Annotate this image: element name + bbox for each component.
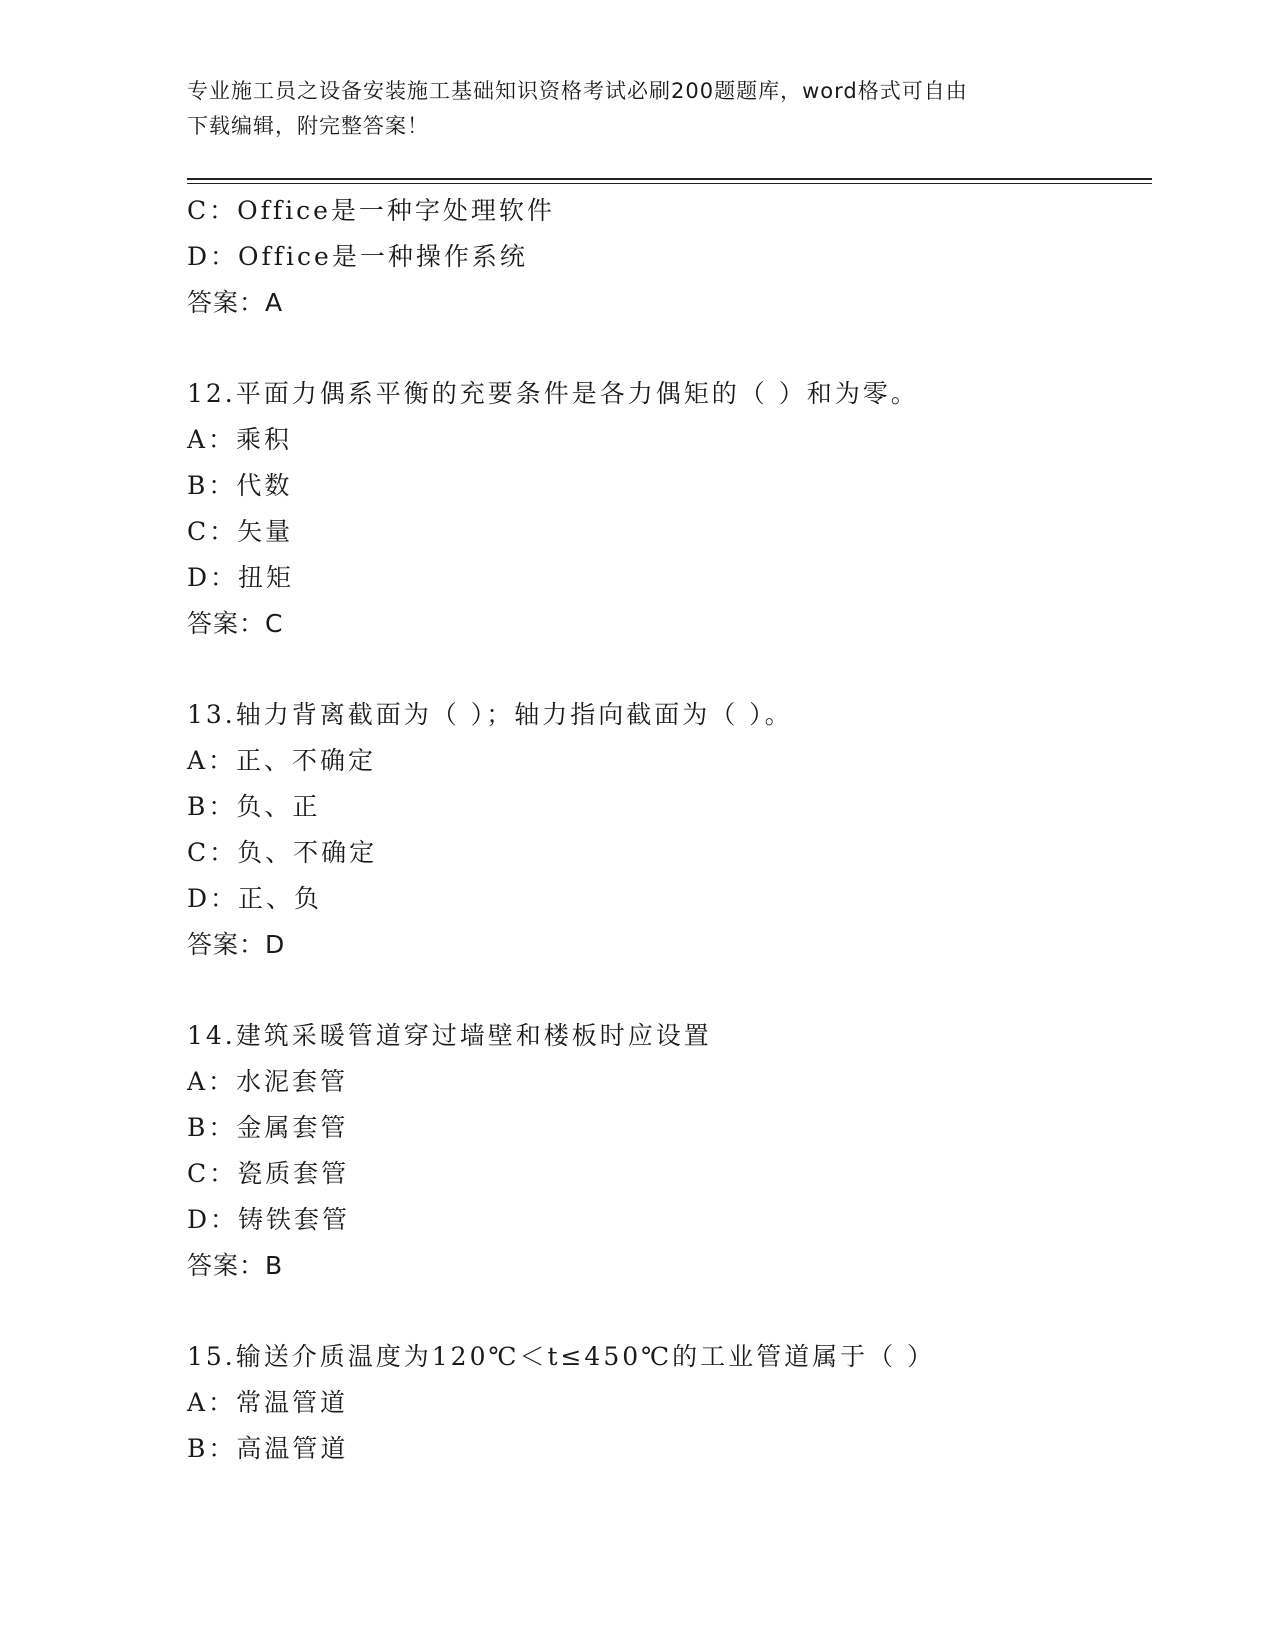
option-d: D：铸铁套管 bbox=[187, 1205, 351, 1234]
option-a: A：水泥套管 bbox=[187, 1067, 349, 1096]
answer-line: 答案：C bbox=[187, 609, 284, 638]
option-c: C：Office是一种字处理软件 bbox=[187, 196, 555, 225]
option-a: A：常温管道 bbox=[187, 1388, 349, 1417]
spacer bbox=[187, 326, 1152, 371]
question-title: 15.输送介质温度为120℃＜t≤450℃的工业管道属于（ ） bbox=[187, 1342, 936, 1371]
option-c: C：矢量 bbox=[187, 517, 294, 546]
option-a: A：乘积 bbox=[187, 425, 293, 454]
option-c: C：瓷质套管 bbox=[187, 1159, 350, 1188]
answer-line: 答案：D bbox=[187, 930, 286, 959]
option-a: A：正、不确定 bbox=[187, 746, 377, 775]
previous-question-block bbox=[187, 188, 1152, 326]
spacer bbox=[187, 647, 1152, 692]
question-15 bbox=[187, 1334, 1152, 1472]
option-d: D：Office是一种操作系统 bbox=[187, 242, 528, 271]
answer-line: 答案：B bbox=[187, 1251, 284, 1280]
header-line-1: 专业施工员之设备安装施工基础知识资格考试必刷200题题库，word格式可自由 bbox=[187, 79, 968, 103]
question-list bbox=[187, 188, 1152, 1472]
header-line-2: 下载编辑，附完整答案！ bbox=[187, 114, 429, 138]
spacer bbox=[187, 1289, 1152, 1334]
spacer bbox=[187, 968, 1152, 1013]
question-13 bbox=[187, 692, 1152, 968]
question-12 bbox=[187, 371, 1152, 647]
question-14 bbox=[187, 1013, 1152, 1289]
option-b: B：金属套管 bbox=[187, 1113, 349, 1142]
option-d: D：扭矩 bbox=[187, 563, 295, 592]
option-c: C：负、不确定 bbox=[187, 838, 378, 867]
option-d: D：正、负 bbox=[187, 884, 323, 913]
answer-line: 答案：A bbox=[187, 288, 284, 317]
option-b: B：负、正 bbox=[187, 792, 321, 821]
question-title: 13.轴力背离截面为（ ）；轴力指向截面为（ ）。 bbox=[187, 700, 793, 729]
header-divider-thick bbox=[187, 178, 1152, 180]
option-b: B：高温管道 bbox=[187, 1434, 349, 1463]
option-b: B：代数 bbox=[187, 471, 293, 500]
question-title: 12.平面力偶系平衡的充要条件是各力偶矩的（ ）和为零。 bbox=[187, 379, 919, 408]
question-title: 14.建筑采暖管道穿过墙壁和楼板时应设置 bbox=[187, 1021, 712, 1050]
document-header bbox=[187, 74, 1087, 144]
header-divider-thin bbox=[187, 183, 1152, 184]
